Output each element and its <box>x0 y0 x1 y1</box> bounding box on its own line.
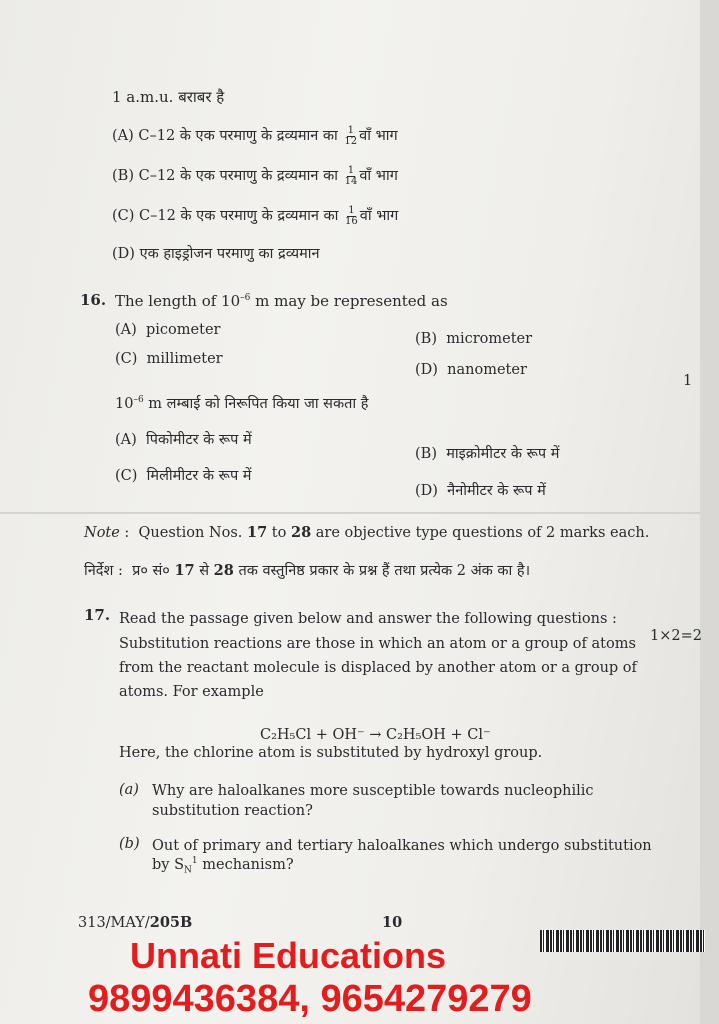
q16-option-d: (D) nanometer <box>415 362 527 378</box>
q16-hi-option-c: (C) मिलीमीटर के रूप में <box>115 468 252 484</box>
option-label: (D) <box>112 246 135 262</box>
q16-number: 16. <box>80 291 107 309</box>
q17-passage-line4: Here, the chlorine atom is substituted by hydroxyl group. <box>119 745 543 761</box>
barcode <box>540 930 705 952</box>
option-text: एक हाइड्रोजन परमाणु का द्रव्यमान <box>139 246 320 262</box>
watermark-phone: 9899436384, 9654279279 <box>88 978 532 1020</box>
q16-marks: 1 <box>683 373 693 389</box>
q16-hi-option-d: (D) नैनोमीटर के रूप में <box>415 483 546 499</box>
option-text: C–12 के एक परमाणु के द्रव्यमान का <box>138 168 338 184</box>
q17-passage-line3: atoms. For example <box>119 684 264 700</box>
q16-option-b: (B) micrometer <box>415 331 533 347</box>
fraction: $\frac{1}{16}$ <box>345 204 358 227</box>
note-en: Note : Question Nos. 17 to 28 are objective type questions of 2 marks each. <box>84 524 650 541</box>
q17b-label: (b) <box>119 836 140 852</box>
option-label: (A) <box>112 128 134 144</box>
option-suffix: वाँ भाग <box>359 168 398 184</box>
q16-option-a: (A) picometer <box>115 322 221 338</box>
q17-marks: 1×2=2 <box>650 628 702 644</box>
q17b-line2: by $S_N^1$ mechanism? <box>152 856 294 876</box>
page-fold <box>0 512 700 514</box>
q17a-label: (a) <box>119 782 139 798</box>
note-label: Note <box>84 525 120 541</box>
q17-number: 17. <box>84 606 111 624</box>
fraction: $\frac{1}{14}$ <box>344 164 358 187</box>
watermark-name: Unnati Educations <box>130 935 447 976</box>
option-suffix: वाँ भाग <box>359 208 399 224</box>
q17-passage-line2: from the reactant molecule is displaced by another atom or a group of <box>119 660 637 676</box>
option-text: C–12 के एक परमाणु के द्रव्यमान का <box>138 128 338 144</box>
note-hi: निर्देश : प्र० सं० 17 से 28 तक वस्तुनिष्ठ प्रकार के प्रश्न हैं तथा प्रत्येक 2 अंक का है। <box>84 562 531 579</box>
fraction: $\frac{1}{12}$ <box>344 124 358 147</box>
note-label-hi: निर्देश <box>84 563 114 579</box>
q16-hi-option-a: (A) पिकोमीटर के रूप में <box>115 432 252 448</box>
q17-instruction: Read the passage given below and answer the following questions : <box>119 611 617 627</box>
q15-option-a <box>112 125 398 147</box>
q17a-line1: Why are haloalkanes more susceptible towards nucleophilic <box>152 783 594 799</box>
q17b-line1: Out of primary and tertiary haloalkanes which undergo substitution <box>152 838 652 854</box>
q15-option-b <box>112 165 398 187</box>
q17-equation: C₂H₅Cl + OH⁻ → C₂H₅OH + Cl⁻ <box>260 727 491 743</box>
q17-passage-line1: Substitution reactions are those in which an atom or a group of atoms <box>119 636 636 652</box>
q17a-line2: substitution reaction? <box>152 803 313 819</box>
q16-stem-hi: $10^{-6}$ m लम्बाई को निरूपित किया जा सकता है <box>115 395 369 412</box>
q15-option-d <box>112 243 320 263</box>
q15-option-c <box>112 205 398 227</box>
q16-hi-option-b: (B) माइक्रोमीटर के रूप में <box>415 446 560 462</box>
paper-code: 313/MAY/205B <box>78 914 193 931</box>
q16-option-c: (C) millimeter <box>115 351 223 367</box>
q16-stem-en: The length of $10^{-6}$ m may be represented as <box>115 292 448 310</box>
option-label: (C) <box>112 208 135 224</box>
page-number: 10 <box>382 914 403 931</box>
option-suffix: वाँ भाग <box>359 128 398 144</box>
option-label: (B) <box>112 168 134 184</box>
q15-stem: 1 a.m.u. बराबर है <box>112 88 225 106</box>
option-text: C–12 के एक परमाणु के द्रव्यमान का <box>139 208 339 224</box>
